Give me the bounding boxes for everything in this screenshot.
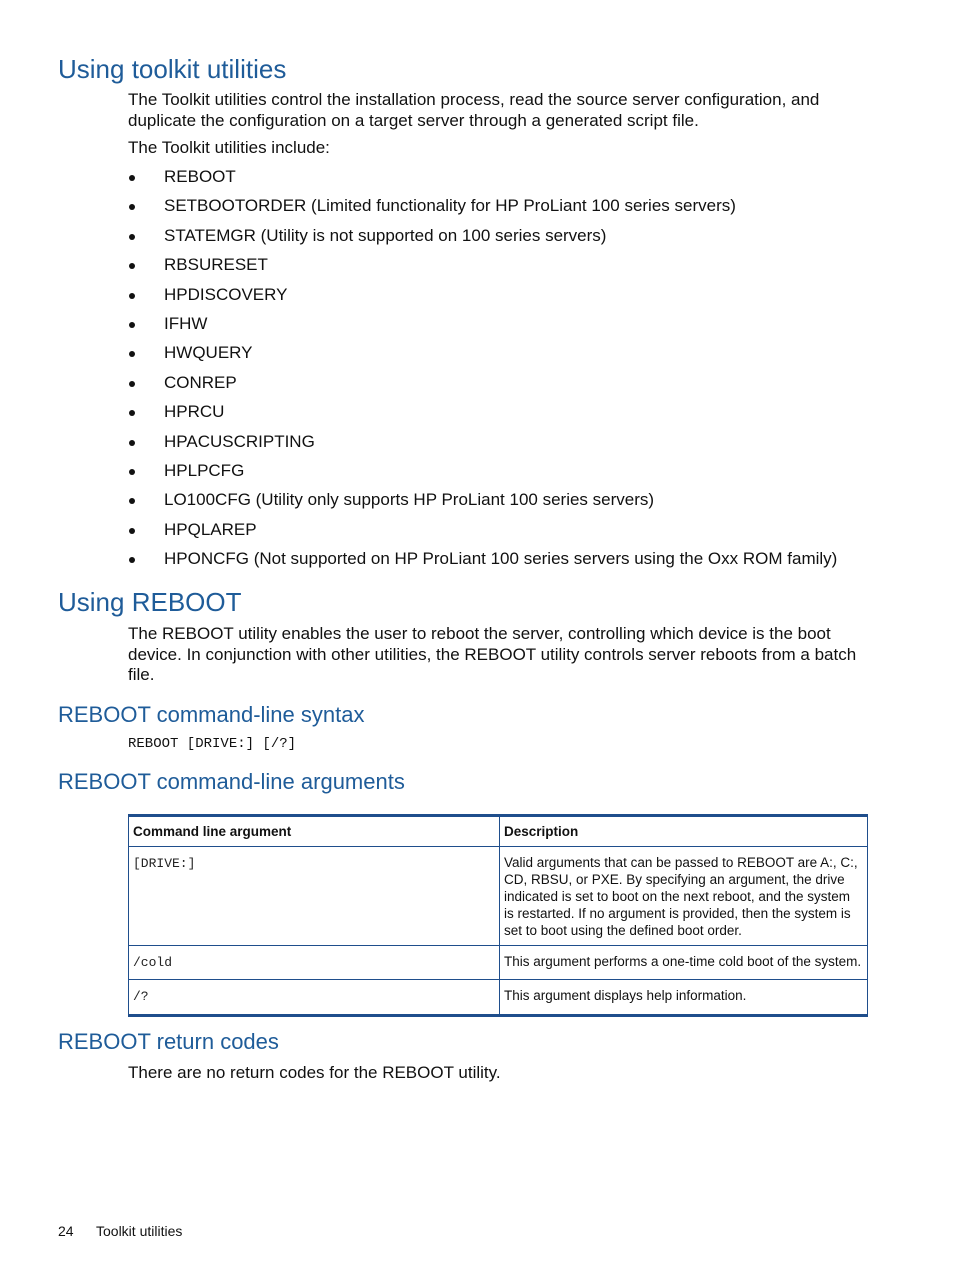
bullet-icon [129,204,135,210]
bullet-icon [129,528,135,534]
reboot-intro-paragraph: The REBOOT utility enables the user to reboot the server, controlling which device is the boot device. In conjunction with other utilities, the REBOOT utility controls server reboots from a batch file. [128,624,857,684]
list-item: HPDISCOVERY [129,284,909,313]
toolkit-intro-paragraph: The Toolkit utilities control the installation process, read the source server configuration, and duplicate the configuration on a target server through a generated script file. [128,90,820,130]
list-item: IFHW [129,313,909,342]
bullet-icon [129,557,135,563]
footer-section-name: Toolkit utilities [96,1223,183,1239]
syntax-code: REBOOT [DRIVE:] [/?] [128,736,297,752]
argument-cell: [DRIVE:] [129,847,500,946]
heading-using-reboot: Using REBOOT [58,587,242,617]
column-header-description: Description [500,816,868,847]
toolkit-utilities-list [129,166,909,577]
list-item: REBOOT [129,166,909,195]
bullet-icon [129,322,135,328]
heading-command-line-syntax: REBOOT command-line syntax [58,702,365,727]
list-item: HPACUSCRIPTING [129,431,909,460]
list-item: STATEMGR (Utility is not supported on 100 series servers) [129,225,909,254]
bullet-icon [129,410,135,416]
heading-using-toolkit-utilities: Using toolkit utilities [58,54,287,84]
list-item: HPLPCFG [129,460,909,489]
table-header-row [129,816,868,847]
table-row [129,980,868,1016]
description-cell: Valid arguments that can be passed to REBOOT are A:, C:, CD, RBSU, or PXE. By specifying an argument, the drive indicated is set to boot on the next reboot, and the system is restarted. If no argument is provided, then the system is set to boot using the defined boot order. [500,847,868,946]
list-item: LO100CFG (Utility only supports HP ProLiant 100 series servers) [129,489,909,518]
bullet-icon [129,263,135,269]
bullet-icon [129,381,135,387]
heading-command-line-arguments: REBOOT command-line arguments [58,769,405,794]
bullet-icon [129,234,135,240]
description-cell: This argument displays help information. [500,980,868,1016]
list-item: HPONCFG (Not supported on HP ProLiant 100 series servers using the Oxx ROM family) [129,548,909,577]
table-row [129,946,868,980]
heading-return-codes: REBOOT return codes [58,1029,279,1054]
column-header-argument: Command line argument [129,816,500,847]
bullet-icon [129,175,135,181]
toolkit-include-label: The Toolkit utilities include: [128,138,330,157]
list-item: HPRCU [129,401,909,430]
list-item: SETBOOTORDER (Limited functionality for HP ProLiant 100 series servers) [129,195,909,224]
return-codes-text: There are no return codes for the REBOOT utility. [128,1063,501,1082]
bullet-icon [129,351,135,357]
description-cell: This argument performs a one-time cold boot of the system. [500,946,868,980]
arguments-table [128,814,868,1017]
argument-cell: /cold [129,946,500,980]
argument-cell: /? [129,980,500,1016]
list-item: HPQLAREP [129,519,909,548]
list-item: RBSURESET [129,254,909,283]
bullet-icon [129,469,135,475]
page-number: 24 [58,1223,74,1239]
bullet-icon [129,440,135,446]
list-item: HWQUERY [129,342,909,371]
table-row [129,847,868,946]
list-item: CONREP [129,372,909,401]
bullet-icon [129,498,135,504]
bullet-icon [129,293,135,299]
